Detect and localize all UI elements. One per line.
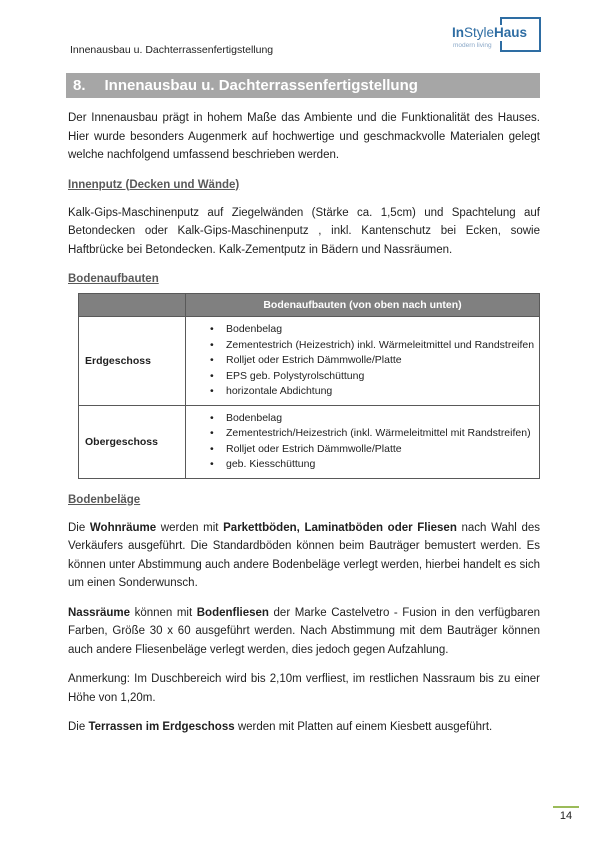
row-label-obergeschoss: Obergeschoss [79,405,186,478]
paragraph-nassraeume [68,604,540,660]
text-segment: können mit [130,606,197,619]
table-header-cell-empty [79,294,186,317]
list-item: • Rolljet oder Estrich Dämmwolle/Platte [186,442,539,458]
section-title: Innenausbau u. Dachterrassenfertigstellung [104,77,418,94]
page-number: 14 [559,810,573,822]
text-segment: werden mit [156,521,224,534]
text-segment: Die [68,721,89,733]
logo-tagline: modern living [453,42,492,49]
logo-wordmark-style: Style [464,25,495,40]
subheading-bodenbelaege: Bodenbeläge [68,493,141,506]
row-items-erdgeschoss [186,317,540,406]
table-row-obergeschoss [79,405,540,478]
text-segment-bold: Terrassen im Erdgeschoss [88,721,235,733]
page-footer [553,806,579,822]
text-segment-bold: Wohnräume [89,521,157,534]
paragraph-innenputz: Kalk-Gips-Maschinenputz auf Ziegelwänden (Stärke ca. 1,5cm) und Spachtelung auf Betondecken oder Kalk-Gips-Maschinenputz , inkl. Kantenschutz bei Ecken, sowie Haftbrücke bei Betondecken. Kalk-Zementputz in Bädern und Nassräumen. [68,206,540,256]
running-header-title: Innenausbau u. Dachterrassenfertigstellung [70,44,274,56]
text-segment-bold: Bodenfliesen [196,606,269,619]
logo-wordmark-in: In [452,25,464,40]
table-row-erdgeschoss [79,317,540,406]
erdgeschoss-item-list [186,322,539,400]
text-segment-bold: Parkettböden, Laminatböden oder Fliesen [223,521,457,534]
section-number: 8. [73,77,86,94]
text-segment: Die [68,521,90,534]
table-header-cell-title: Bodenaufbauten (von oben nach unten) [186,294,540,317]
paragraph-wohnraeume [68,519,540,593]
logo-wordmark [452,25,529,41]
subheading-bodenaufbauten: Bodenaufbauten [68,273,159,285]
paragraph-intro: Der Innenausbau prägt in hohem Maße das Ambiente und die Funktionalität des Hauses. Hier wurde besonders Augenmerk auf hochwertige und geschmackvolle Materialen gelegt welche nachfolgend umfassend beschrieben werden. [68,112,540,161]
text-segment-bold: Nassräume [68,606,131,619]
list-item: • Rolljet oder Estrich Dämmwolle/Platte [186,353,539,369]
paragraph-anmerkung: Anmerkung: Im Duschbereich wird bis 2,10m verfliest, im restlichen Nassraum bis zu einer Höhe von 1,20m. [68,673,540,704]
paragraph-terrassen [68,718,540,737]
table-header-row [79,294,540,317]
list-item: • Zementestrich/Heizestrich (inkl. Wärmeleitmittel mit Randstreifen) [186,426,539,442]
row-label-erdgeschoss: Erdgeschoss [79,317,186,406]
text-segment: der Marke Castelvetro - Fusion in den verfügbaren Farben, Größe 30 x 60 ausgeführt werden. Nach Abstimmung mit dem Bauträger können auch andere Fliesenbeläge verlegt werden, dies jedoch gegen Aufzahlung. [68,606,540,656]
text-segment: werden mit Platten auf einem Kiesbett ausgeführt. [234,721,493,733]
text-segment: nach Wahl des Verkäufers ausgeführt. Die Standardböden können beim Bauträger bemustert werden. Es können unter Abstimmung auch andere Bodenbeläge verlegt werden, hierbei handelt es sich um einen Sonderwunsch. [68,521,541,589]
list-item: • Bodenbelag [186,322,539,338]
list-item: • EPS geb. Polystyrolschüttung [186,369,539,385]
document-body [68,109,540,737]
logo-wordmark-haus: Haus [494,25,528,40]
subheading-innenputz: Innenputz (Decken und Wände) [68,178,240,191]
list-item: • horizontale Abdichtung [186,384,539,400]
obergeschoss-item-list [186,411,539,473]
list-item: • Zementestrich (Heizestrich) inkl. Wärmeleitmittel und Randstreifen [186,338,539,354]
list-item: • geb. Kiesschüttung [186,457,539,473]
list-item: • Bodenbelag [186,411,539,427]
section-heading-bar [66,73,540,98]
instylehaus-logo [452,14,546,58]
row-items-obergeschoss [186,405,540,478]
bodenaufbauten-table [78,293,540,479]
